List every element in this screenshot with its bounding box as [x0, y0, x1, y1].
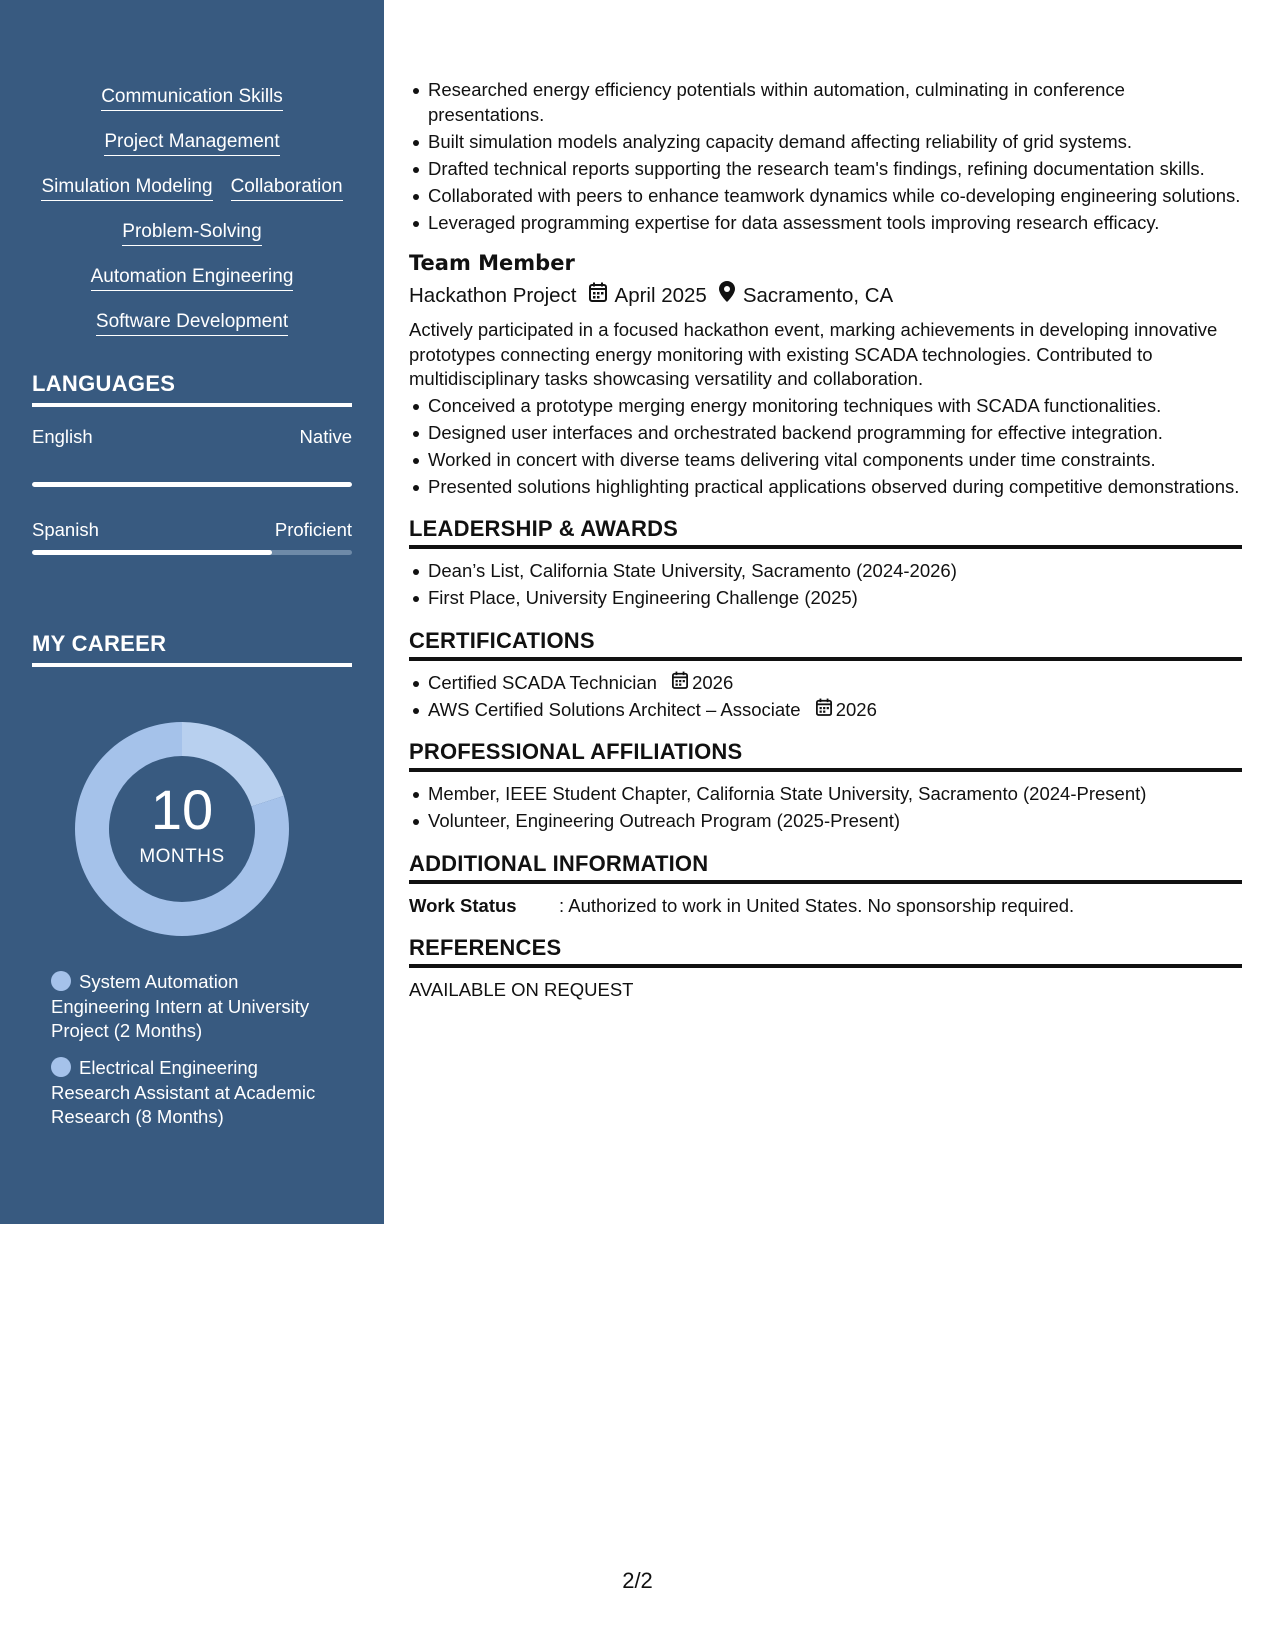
- legend-dot-icon: [51, 1057, 71, 1077]
- certification-year: 2026: [835, 698, 877, 720]
- location-pin-icon: [719, 281, 735, 310]
- language-bar-english: [32, 482, 352, 487]
- skills-row: [32, 176, 352, 221]
- references-heading: REFERENCES: [409, 934, 1242, 968]
- certifications-list: [409, 671, 1242, 723]
- skill-tag: Software Development: [96, 311, 288, 336]
- certifications-heading: CERTIFICATIONS: [409, 627, 1242, 661]
- leadership-heading: LEADERSHIP & AWARDS: [409, 515, 1242, 549]
- bullet-item: Researched energy efficiency potentials within automation, culminating in conference presentations.: [428, 78, 1242, 127]
- certification-name: Certified SCADA Technician: [428, 671, 657, 693]
- job-bullets: [409, 394, 1242, 500]
- career-total-unit: MONTHS: [139, 846, 225, 867]
- language-row-english: [32, 426, 352, 448]
- skills-list: [32, 86, 352, 356]
- bullet-item: Conceived a prototype merging energy monitoring techniques with SCADA functionalities.: [428, 394, 1242, 419]
- bullet-item: Volunteer, Engineering Outreach Program (2025-Present): [428, 809, 1242, 834]
- bullet-item: Built simulation models analyzing capacity demand affecting reliability of grid systems.: [428, 130, 1242, 155]
- work-status-row: [409, 894, 1242, 919]
- skills-row: [32, 131, 352, 176]
- skill-tag: Automation Engineering: [91, 266, 294, 291]
- bullet-item: Collaborated with peers to enhance teamwork dynamics while co-developing engineering solutions.: [428, 184, 1242, 209]
- bullet-item: Dean’s List, California State University, Sacramento (2024-2026): [428, 559, 1242, 584]
- bullet-item: Drafted technical reports supporting the research team's findings, refining documentation skills.: [428, 157, 1242, 182]
- certification-item: [428, 698, 1242, 723]
- skills-row: [32, 311, 352, 356]
- career-item-text: Electrical Engineering Research Assistant at Academic Research (8 Months): [51, 1057, 316, 1127]
- certification-item: [428, 671, 1242, 696]
- additional-info-heading: ADDITIONAL INFORMATION: [409, 850, 1242, 884]
- job-date: April 2025: [614, 283, 707, 307]
- career-item: [51, 1056, 331, 1130]
- language-name: Spanish: [32, 519, 99, 540]
- calendar-icon: [672, 671, 692, 696]
- skills-row: [32, 266, 352, 311]
- career-total-value: 10: [150, 778, 214, 841]
- work-status-label: Work Status: [409, 894, 517, 916]
- references-text: AVAILABLE ON REQUEST: [409, 979, 634, 1000]
- bullet-item: Member, IEEE Student Chapter, California State University, Sacramento (2024-Present): [428, 782, 1242, 807]
- career-item-text: System Automation Engineering Intern at University Project (2 Months): [51, 971, 310, 1041]
- bullet-item: Leveraged programming expertise for data assessment tools improving research efficacy.: [428, 211, 1242, 236]
- career-heading: MY CAREER: [32, 631, 352, 667]
- main-content: [409, 78, 1242, 1003]
- calendar-icon: [816, 698, 836, 723]
- affiliations-heading: PROFESSIONAL AFFILIATIONS: [409, 738, 1242, 772]
- legend-dot-icon: [51, 971, 71, 991]
- calendar-icon: [589, 282, 607, 310]
- language-bar-fill: [32, 482, 352, 487]
- certification-name: AWS Certified Solutions Architect – Associate: [428, 698, 801, 720]
- job-title: Team Member: [409, 251, 575, 275]
- certification-year: 2026: [692, 671, 734, 693]
- language-row-spanish: [32, 519, 352, 541]
- bullet-item: First Place, University Engineering Challenge (2025): [428, 586, 1242, 611]
- language-level: Proficient: [274, 519, 352, 540]
- bullet-item: Designed user interfaces and orchestrated backend programming for effective integration.: [428, 421, 1242, 446]
- bullet-item: Presented solutions highlighting practical applications observed during competitive demonstrations.: [428, 475, 1242, 500]
- affiliations-list: [409, 782, 1242, 834]
- skills-row: [32, 221, 352, 266]
- page-number: 2/2: [622, 1568, 653, 1593]
- language-level: Native: [299, 426, 352, 447]
- job-company: Hackathon Project: [409, 283, 577, 307]
- skill-tag: Collaboration: [231, 176, 343, 201]
- leadership-list: [409, 559, 1242, 611]
- bullet-item: Worked in concert with diverse teams delivering vital components under time constraints.: [428, 448, 1242, 473]
- experience-bullets: [409, 78, 1242, 235]
- skills-row: [32, 86, 352, 131]
- career-item: [51, 970, 331, 1044]
- sidebar: [0, 0, 384, 1224]
- language-bar-fill: [32, 550, 272, 555]
- work-status-value: : Authorized to work in United States. No sponsorship required.: [559, 894, 1075, 916]
- language-bar-spanish: [32, 550, 352, 555]
- job-description: Actively participated in a focused hackathon event, marking achievements in developing innovative prototypes connecting energy monitoring with existing SCADA technologies. Contributed to multidisciplinary tasks showcasing versatility and collaboration.: [409, 319, 1218, 389]
- job-meta: [409, 281, 1242, 310]
- languages-heading: LANGUAGES: [32, 371, 352, 407]
- job-location: Sacramento, CA: [742, 283, 894, 307]
- skill-tag: Simulation Modeling: [41, 176, 212, 201]
- skill-tag: Project Management: [104, 131, 279, 156]
- skill-tag: Problem-Solving: [122, 221, 261, 246]
- language-name: English: [32, 426, 93, 447]
- skill-tag: Communication Skills: [101, 86, 283, 111]
